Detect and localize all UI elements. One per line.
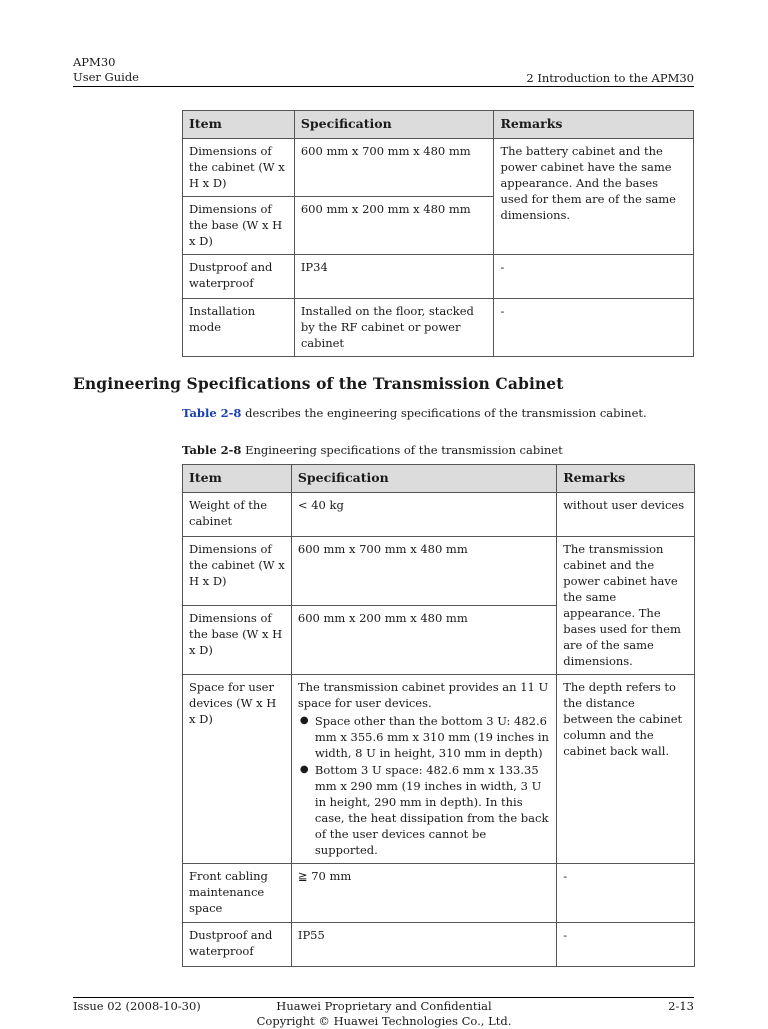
- remarks-cell: The transmission cabinet and the power cabinet have the same appearance. The bases used for them are of the same dimensions.: [557, 537, 695, 675]
- spec-cell: 600 mm x 200 mm x 480 mm: [294, 197, 494, 255]
- item-cell: Dimensions of the base (W x H x D): [183, 606, 292, 675]
- spec-cell: Installed on the floor, stacked by the RF cabinet or power cabinet: [294, 299, 494, 357]
- table-row: [183, 923, 695, 967]
- page-header-left: [73, 55, 139, 85]
- table-reference-link[interactable]: Table 2-8: [182, 406, 242, 420]
- spec-cell: ≧ 70 mm: [291, 864, 556, 923]
- item-cell: Weight of the cabinet: [183, 493, 292, 537]
- copyright-notice: Copyright © Huawei Technologies Co., Ltd.: [256, 1014, 512, 1028]
- remarks-cell: without user devices: [557, 493, 695, 537]
- column-header-remarks: Remarks: [494, 111, 694, 139]
- header-divider: [73, 86, 694, 87]
- column-header-specification: Specification: [294, 111, 494, 139]
- column-header-item: Item: [183, 465, 292, 493]
- table-header-row: [183, 111, 694, 139]
- battery-cabinet-spec-table: [182, 110, 694, 357]
- spec-bullet-list: [298, 713, 550, 858]
- remarks-cell: -: [494, 255, 694, 299]
- spec-intro-text: The transmission cabinet provides an 11 U space for user devices.: [297, 680, 549, 710]
- issue-date: Issue 02 (2008-10-30): [73, 999, 201, 1013]
- table-header-row: [183, 465, 695, 493]
- column-header-item: Item: [183, 111, 295, 139]
- item-cell: Dimensions of the cabinet (W x H x D): [183, 139, 295, 197]
- item-cell: Installation mode: [183, 299, 295, 357]
- item-cell: Dimensions of the cabinet (W x H x D): [183, 537, 292, 606]
- section-heading: Engineering Specifications of the Transmission Cabinet: [73, 374, 564, 393]
- remarks-cell: -: [557, 864, 695, 923]
- spec-cell: < 40 kg: [291, 493, 556, 537]
- table-row: [183, 864, 695, 923]
- item-cell: Front cabling maintenance space: [183, 864, 292, 923]
- table-row: [183, 299, 694, 357]
- section-intro: [182, 406, 647, 420]
- product-name: APM30: [73, 55, 116, 69]
- table-caption: [182, 443, 563, 457]
- caption-text: Engineering specifications of the transmission cabinet: [241, 443, 563, 457]
- transmission-cabinet-spec-table: [182, 464, 695, 967]
- remarks-cell: The depth refers to the distance between the cabinet column and the cabinet back wall.: [557, 675, 695, 864]
- item-cell: Dustproof and waterproof: [183, 255, 295, 299]
- item-cell: Dimensions of the base (W x H x D): [183, 197, 295, 255]
- spec-cell: [291, 675, 556, 864]
- chapter-title: 2 Introduction to the APM30: [526, 71, 694, 85]
- caption-label: Table 2-8: [182, 443, 242, 457]
- footer-center: [0, 999, 768, 1029]
- confidentiality-notice: Huawei Proprietary and Confidential: [276, 999, 492, 1013]
- table-row: [183, 493, 695, 537]
- item-cell: Dustproof and waterproof: [183, 923, 292, 967]
- remarks-cell: -: [494, 299, 694, 357]
- remarks-cell: -: [557, 923, 695, 967]
- spec-cell: IP34: [294, 255, 494, 299]
- table-row: [183, 675, 695, 864]
- list-item: ● Space other than the bottom 3 U: 482.6 mm x 355.6 mm x 310 mm (19 inches in width, 8 U in height, 310 mm in depth): [298, 713, 550, 761]
- document-type: User Guide: [73, 70, 139, 84]
- table-row: [183, 139, 694, 197]
- table-row: [183, 255, 694, 299]
- spec-cell: IP55: [291, 923, 556, 967]
- spec-cell: 600 mm x 700 mm x 480 mm: [294, 139, 494, 197]
- spec-cell: 600 mm x 200 mm x 480 mm: [291, 606, 556, 675]
- column-header-remarks: Remarks: [557, 465, 695, 493]
- list-item: ● Bottom 3 U space: 482.6 mm x 133.35 mm x 290 mm (19 inches in width, 3 U in height, 290 mm in depth). In this case, the heat dissipation from the back of the user devices cannot be supported.: [298, 762, 550, 858]
- spec-cell: 600 mm x 700 mm x 480 mm: [291, 537, 556, 606]
- column-header-specification: Specification: [291, 465, 556, 493]
- table-row: [183, 537, 695, 606]
- footer-divider: [73, 997, 694, 998]
- remarks-cell: The battery cabinet and the power cabinet have the same appearance. And the bases used for them are of the same dimensions.: [494, 139, 694, 255]
- intro-text: describes the engineering specifications of the transmission cabinet.: [241, 406, 647, 420]
- page-number: 2-13: [668, 999, 694, 1013]
- item-cell: Space for user devices (W x H x D): [183, 675, 292, 864]
